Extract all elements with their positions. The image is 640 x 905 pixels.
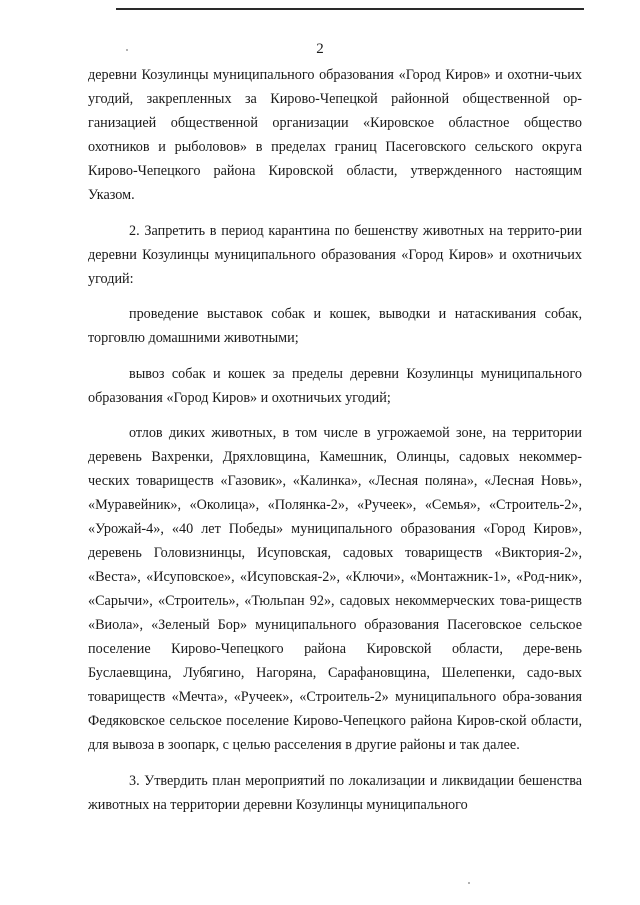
paragraph-item-2-exhibitions: проведение выставок собак и кошек, выводки и натаскивания собак, торговлю домашними животными; <box>88 306 582 346</box>
scan-speck <box>468 882 470 884</box>
paragraph-item-2-capture: отлов диких животных, в том числе в угрожаемой зоне, на территории деревень Вахренки, Дряхловщина, Камешник, Олинцы, садовых некоммер-ческих товариществ «Газовик», «Калинка», «Лесная поляна», «Лесная Новь», «Муравейник», «Околица», «Полянка-2», «Ручеек», «Семья», «Строитель-2», «Урожай-4», «40 лет Победы» муниципального образования «Город Киров», деревень Головизнинцы, Исуповская, садовых товариществ «Виктория-2», «Веста», «Исуповское», «Исуповская-2», «Ключи», «Монтажник-1», «Род-ник», «Сарычи», «Строитель», «Тюльпан 92», садовых некоммерческих това-риществ «Виола», «Зеленый Бор» муниципального образования Пасеговское сельское поселение Кирово-Чепецкого района Кировской области, дере-вень Буслаевщина, Лубягино, Нагоряна, Сарафановщина, Шелепенки, садо-вых товариществ «Мечта», «Ручеек», «Строитель-2» муниципального обра-зования Федяковское сельское поселение Кирово-Чепецкого района Киров-ской области, для вывоза в зоопарк, с целью расселения в другие районы и так далее. <box>88 425 582 753</box>
paragraph-item-2-export: вывоз собак и кошек за пределы деревни Козулинцы муниципального образования «Город Киров» и охотничьих угодий; <box>88 365 582 406</box>
paragraph-item-2: 2. Запретить в период карантина по бешенству животных на террито-рии деревни Козулинцы муниципального образования «Город Киров» и охотничьих угодий: <box>88 222 582 287</box>
paragraph-item-3: 3. Утвердить план мероприятий по локализации и ликвидации бешенства животных на территории деревни Козулинцы муниципального <box>88 772 582 813</box>
paragraph-continuation: деревни Козулинцы муниципального образования «Город Киров» и охотни-чьих угодий, закрепленных за Кирово-Чепецкой районной общественной ор-ганизацией общественной организации «Кировское областное общество охотников и рыболовов» в пределах границ Пасеговского сельского округа Кирово-Чепецкого района Кировской области, утвержденного настоящим Указом. <box>88 67 582 203</box>
header-rule <box>116 8 584 10</box>
document-body <box>88 63 582 817</box>
scan-speck <box>126 49 128 51</box>
page-number: 2 <box>316 41 324 57</box>
